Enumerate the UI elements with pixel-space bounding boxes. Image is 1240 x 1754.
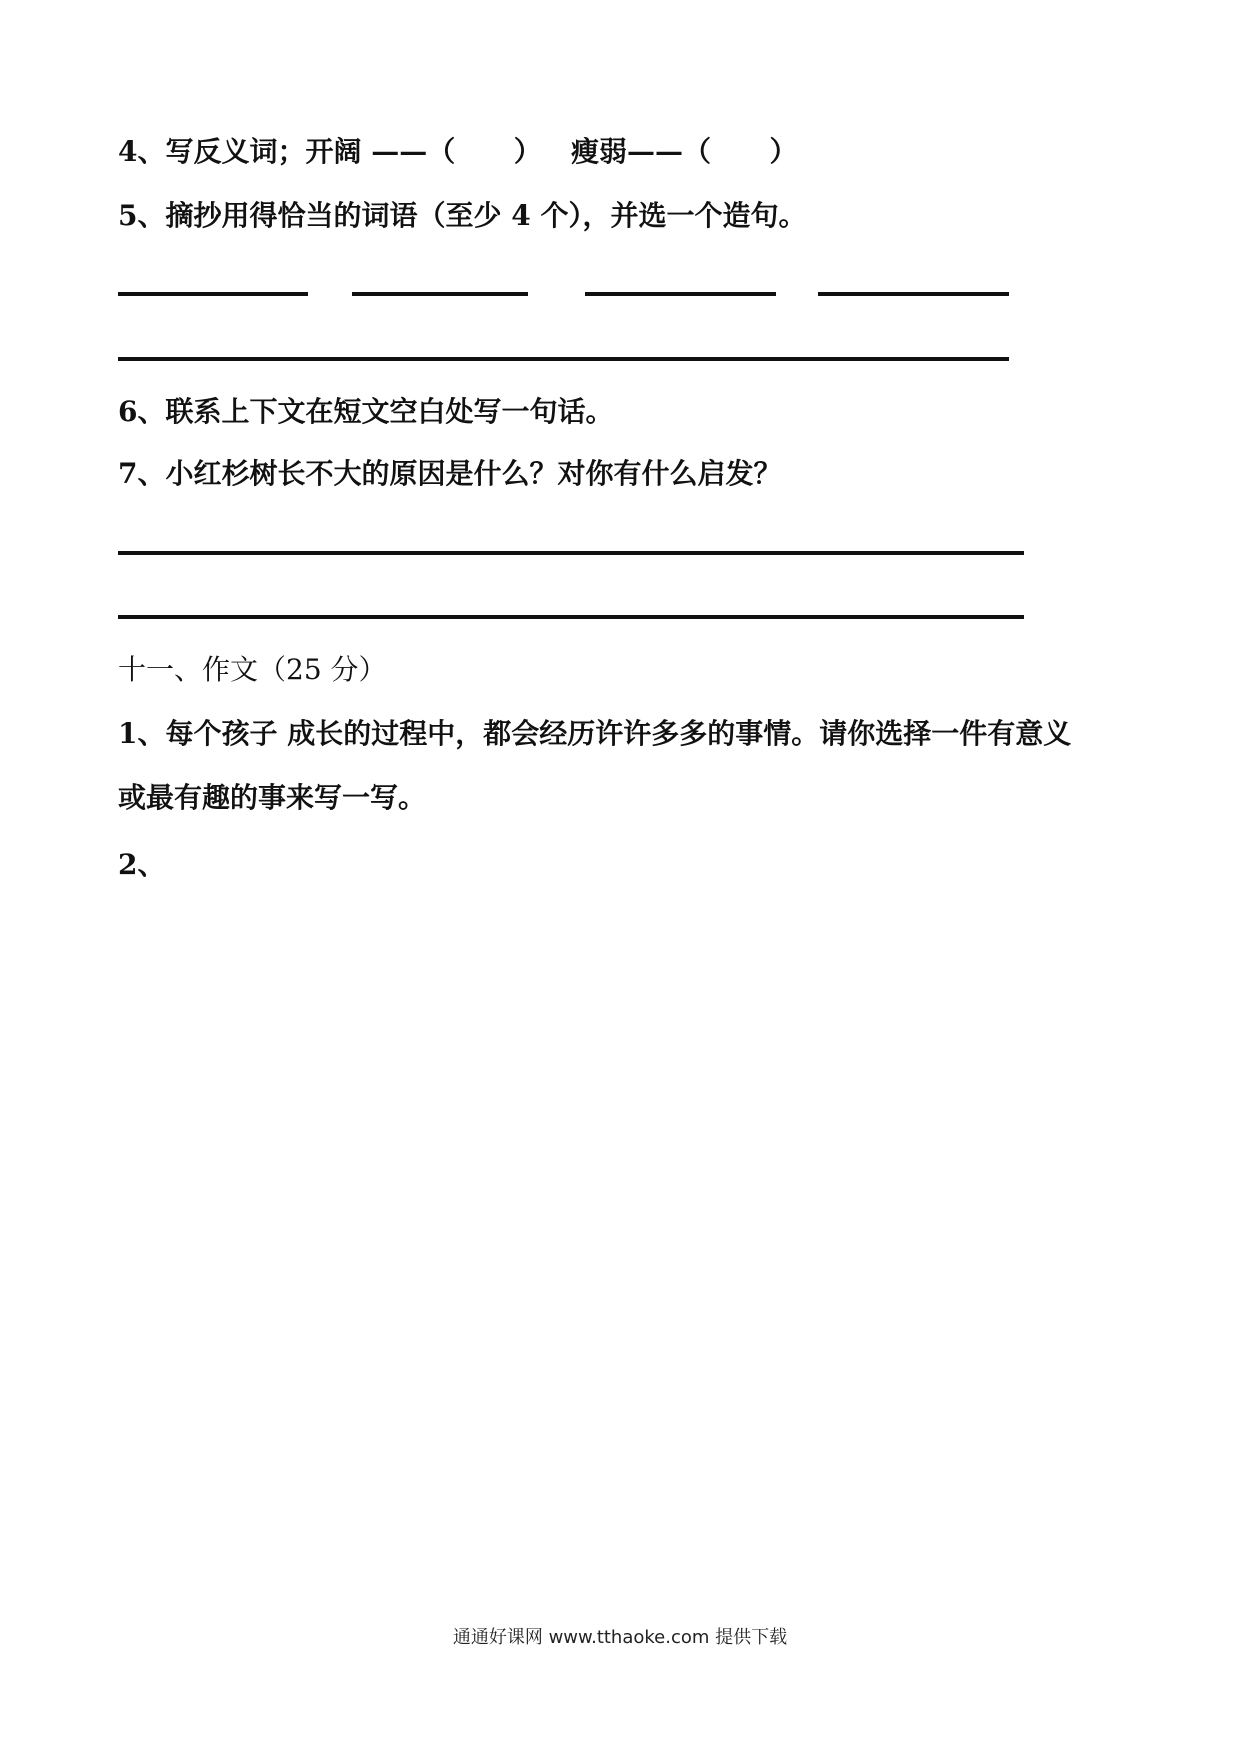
answer-line-q7-1[interactable] (118, 551, 1024, 555)
answer-line-sentence[interactable] (118, 357, 1009, 361)
answer-line-word-4[interactable] (818, 292, 1009, 296)
composition-item-1-line-1: 1、每个孩子 成长的过程中，都会经历许许多多的事情。请你选择一件有意义 (118, 717, 1072, 750)
question-6-fill-sentence: 6、联系上下文在短文空白处写一句话。 (118, 395, 614, 428)
answer-line-word-3[interactable] (585, 292, 776, 296)
footer-source: 通通好课网 www.tthaoke.com 提供下载 (452, 1627, 788, 1648)
answer-line-word-1[interactable] (118, 292, 308, 296)
answer-line-word-2[interactable] (352, 292, 528, 296)
composition-item-1-line-2: 或最有趣的事来写一写。 (118, 781, 427, 814)
composition-heading: 十一、作文（25 分） (118, 653, 387, 686)
question-5-excerpt: 5、摘抄用得恰当的词语（至少 4 个），并选一个造句。 (118, 199, 807, 232)
composition-item-2: 2、 (118, 848, 166, 881)
question-7-reason: 7、小红杉树长不大的原因是什么？对你有什么启发？ (118, 457, 782, 490)
answer-line-q7-2[interactable] (118, 615, 1024, 619)
question-4-antonyms: 4、写反义词；开阔 ——（ ） 瘦弱——（ ） (118, 135, 798, 168)
